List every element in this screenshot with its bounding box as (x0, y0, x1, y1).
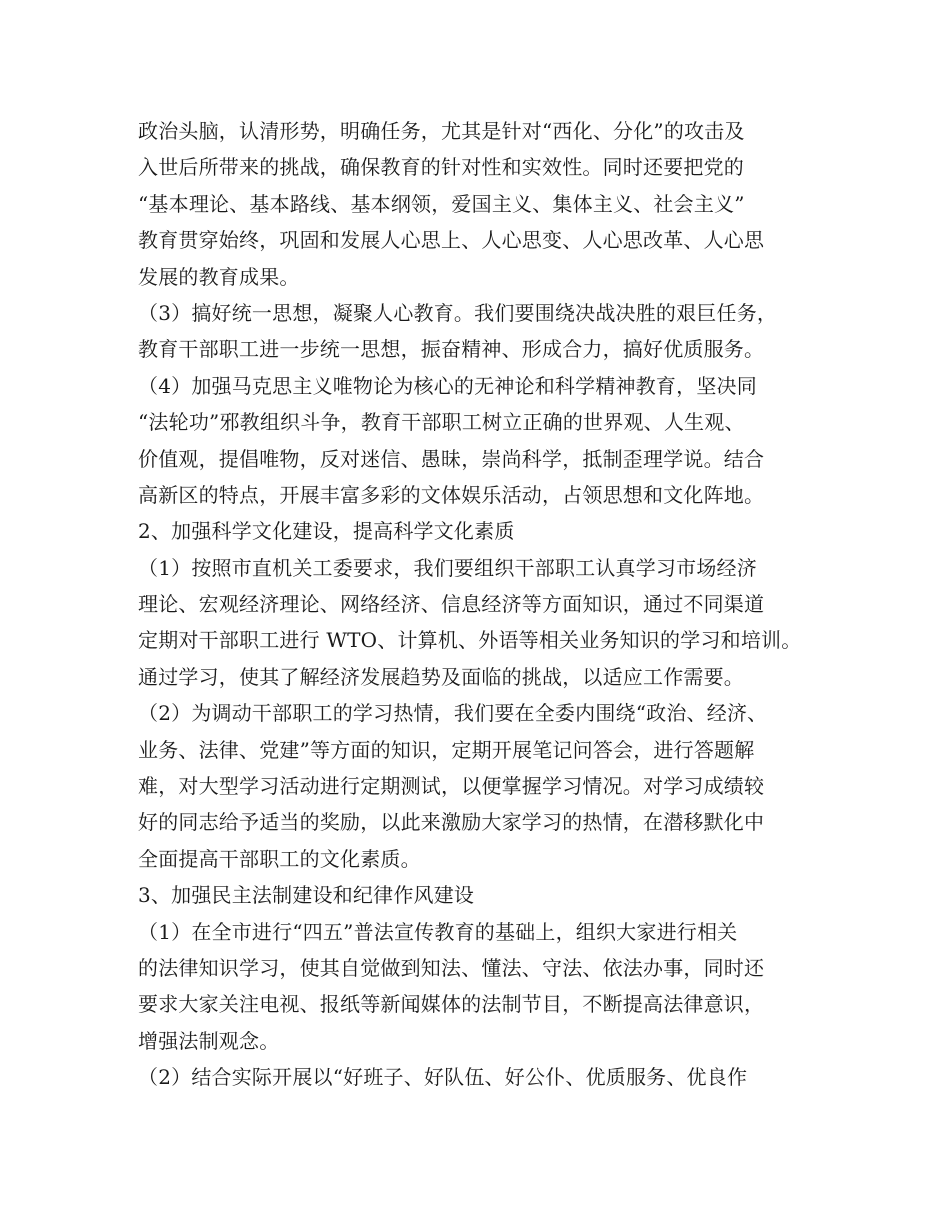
text-line: 的法律知识学习，使其自觉做到知法、懂法、守法、依法办事，同时还 (138, 955, 765, 980)
text-line: 高新区的特点，开展丰富多彩的文体娱乐活动，占领思想和文化阵地。 (138, 482, 765, 507)
text-line: 理论、宏观经济理论、网络经济、信息经济等方面知识，通过不同渠道 (138, 592, 765, 617)
text-line: 通过学习，使其了解经济发展趋势及面临的挑战，以适应工作需要。 (138, 664, 744, 689)
text-line: （2）结合实际开展以“好班子、好队伍、好公仆、优质服务、优良作 (138, 1065, 748, 1090)
text-line: （3）搞好统一思想，凝聚人心教育。我们要围绕决战决胜的艰巨任务， (138, 300, 778, 325)
text-line: （4）加强马克思主义唯物论为核心的无神论和科学精神教育，坚决同 (138, 373, 757, 398)
text-line: （1）在全市进行“四五”普法宣传教育的基础上，组织大家进行相关 (138, 919, 738, 944)
text-line: （1）按照市直机关工委要求，我们要组织干部职工认真学习市场经济 (138, 555, 757, 580)
text-line: 教育干部职工进一步统一思想，振奋精神、形成合力，搞好优质服务。 (138, 337, 765, 362)
text-line: 入世后所带来的挑战，确保教育的针对性和实效性。同时还要把党的 (138, 155, 744, 180)
text-line: 难，对大型学习活动进行定期测试，以便掌握学习情况。对学习成绩较 (138, 774, 765, 799)
section-heading: 2、加强科学文化建设，提高科学文化素质 (138, 519, 515, 544)
text-line: “法轮功”邪教组织斗争，教育干部职工树立正确的世界观、人生观、 (138, 410, 745, 435)
text-line: 教育贯穿始终，巩固和发展人心思上、人心思变、人心思改革、人心思 (138, 228, 765, 253)
text-line: 好的同志给予适当的奖励，以此来激励大家学习的热情，在潜移默化中 (138, 810, 765, 835)
text-line: 全面提高干部职工的文化素质。 (138, 846, 421, 871)
text-line: 价值观，提倡唯物，反对迷信、愚昧，崇尚科学，抵制歪理学说。结合 (138, 446, 765, 471)
text-line: 发展的教育成果。 (138, 264, 300, 289)
text-line: 业务、法律、党建”等方面的知识，定期开展笔记问答会，进行答题解 (138, 737, 755, 762)
text-line: 政治头脑，认清形势，明确任务，尤其是针对“西化、分化”的攻击及 (138, 119, 745, 143)
document-body (138, 113, 838, 1096)
text-line: “基本理论、基本路线、基本纲领，爱国主义、集体主义、社会主义” (138, 191, 745, 216)
text-line: 要求大家关注电视、报纸等新闻媒体的法制节目，不断提高法律意识， (138, 992, 765, 1017)
text-line: 增强法制观念。 (138, 1028, 280, 1053)
text-line: 定期对干部职工进行 WTO、计算机、外语等相关业务知识的学习和培训。 (138, 628, 802, 653)
section-heading: 3、加强民主法制建设和纪律作风建设 (138, 883, 475, 908)
text-line: （2）为调动干部职工的学习热情，我们要在全委内围绕“政治、经济、 (138, 701, 768, 726)
